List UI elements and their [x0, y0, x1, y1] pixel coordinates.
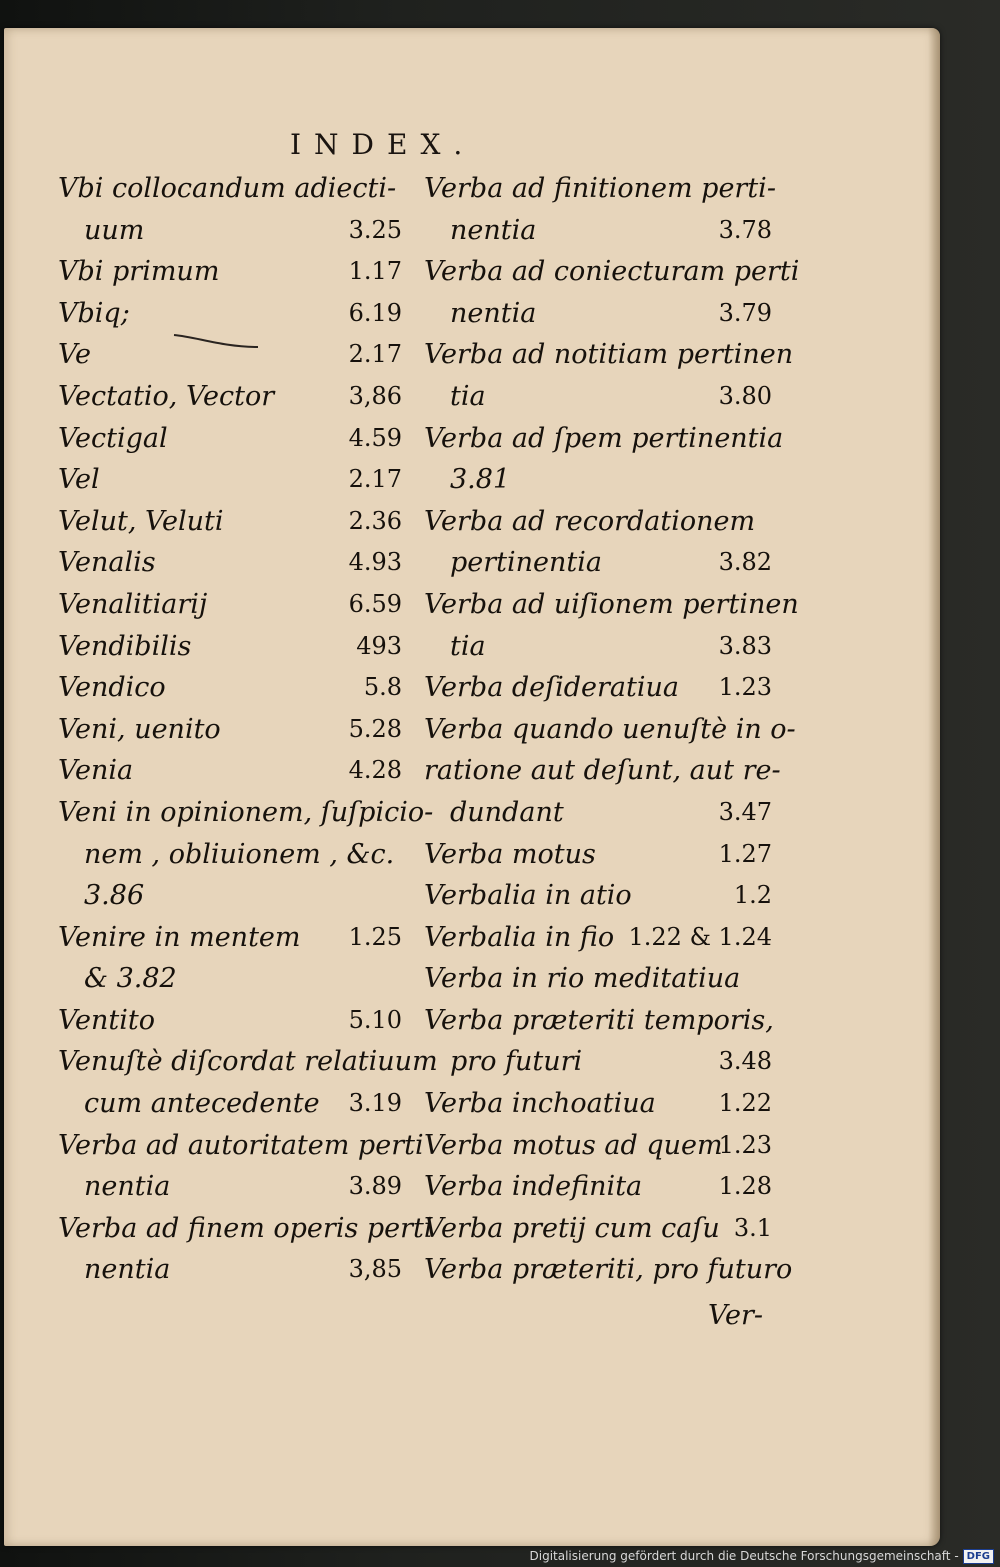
- index-term: Verba ad notitiam pertinen: [424, 339, 794, 371]
- index-entry: [424, 1249, 793, 1291]
- index-page-reference: 3.19: [348, 1089, 402, 1118]
- index-page-reference: 3.89: [348, 1172, 402, 1201]
- index-page-reference: 1.25: [348, 922, 402, 951]
- index-entry: [58, 168, 408, 210]
- index-entry: [424, 875, 784, 917]
- index-term: Venia: [58, 755, 134, 787]
- index-term: Vendibilis: [58, 630, 192, 662]
- index-entry: [58, 917, 408, 959]
- index-term: 3.86: [84, 880, 145, 912]
- index-page-reference: 3.78: [718, 215, 772, 244]
- index-page-reference: 3.79: [718, 298, 772, 327]
- index-term: pertinentia: [450, 547, 602, 579]
- index-term: Ventito: [58, 1004, 155, 1036]
- index-entry: [424, 709, 796, 751]
- index-entry: [58, 1000, 408, 1042]
- index-page-reference: 2.17: [348, 340, 402, 369]
- index-term: nentia: [84, 1171, 171, 1203]
- index-page-reference: 5.28: [348, 714, 402, 743]
- index-term: Verba ad autoritatem perti: [58, 1129, 424, 1161]
- index-term: Verba ad ſpem pertinentia: [424, 422, 784, 454]
- index-entry: [58, 834, 408, 876]
- index-term: Verba motus ad quem: [424, 1129, 723, 1161]
- index-term: Verba ad uiſionem pertinen: [424, 588, 799, 620]
- index-entry: [58, 418, 408, 460]
- index-page-reference: 4.59: [348, 423, 402, 452]
- index-term: Vbi collocandum adiecti-: [58, 173, 397, 204]
- index-term: pro futuri: [450, 1046, 583, 1078]
- index-entry: [424, 1083, 784, 1125]
- index-term: Verba deſideratiua: [424, 672, 679, 704]
- index-entry: [424, 501, 784, 543]
- index-entry: [58, 501, 408, 543]
- index-term: cum antecedente: [84, 1088, 320, 1120]
- index-entry: [424, 792, 784, 834]
- index-term: Venuſtè diſcordat relatiuum: [58, 1046, 438, 1078]
- index-entry: [424, 376, 784, 418]
- index-term: Vendico: [58, 672, 166, 704]
- index-term: Vectatio, Vector: [58, 380, 275, 412]
- index-page-reference: 6.19: [348, 298, 402, 327]
- index-entry: [58, 1249, 408, 1291]
- index-term: nentia: [450, 297, 537, 329]
- index-page-reference: 3.25: [348, 215, 402, 244]
- index-term: Verba in rio meditatiua: [424, 963, 741, 995]
- index-page-reference: 5.10: [348, 1005, 402, 1034]
- index-term: Verba quando uenuſtè in o-: [424, 713, 796, 745]
- index-entry: [58, 709, 408, 751]
- index-term: nem , obliuionem , &c.: [84, 838, 395, 870]
- index-entry: [424, 750, 784, 792]
- index-page-reference: 4.28: [348, 756, 402, 785]
- index-term: nentia: [450, 214, 537, 246]
- index-entry: [424, 917, 784, 959]
- index-term: Venalis: [58, 547, 156, 579]
- digitization-footer: [0, 1545, 1000, 1567]
- index-term: 3.81: [450, 464, 511, 496]
- index-term: Vel: [58, 464, 100, 496]
- index-entry: [424, 251, 800, 293]
- index-entry: [424, 418, 784, 460]
- index-page-reference: 2.36: [348, 506, 402, 535]
- index-term: tia: [450, 630, 486, 662]
- index-entry: [58, 251, 408, 293]
- index-term: dundant: [450, 796, 564, 828]
- index-entry: [58, 1083, 408, 1125]
- index-entry: [424, 210, 784, 252]
- index-page-reference: 4.93: [348, 548, 402, 577]
- index-page-reference: 1.27: [718, 839, 772, 868]
- index-term: Verbalia in atio: [424, 880, 632, 912]
- index-entry: [424, 459, 784, 501]
- index-term: Verbalia in fio: [424, 921, 615, 953]
- index-page-reference: 3.1: [733, 1213, 772, 1242]
- index-term: Verba motus: [424, 838, 596, 870]
- index-page-reference: 2.17: [348, 465, 402, 494]
- index-term: Verba præteriti temporis,: [424, 1004, 774, 1036]
- index-entry: [58, 376, 408, 418]
- index-entry: [424, 958, 784, 1000]
- index-entry: [424, 334, 794, 376]
- index-page-reference: 3,85: [348, 1255, 402, 1284]
- index-term: Veni in opinionem, ſuſpicio-: [58, 796, 434, 828]
- index-term: Ve: [58, 339, 91, 371]
- index-page-reference: 3.83: [718, 631, 772, 660]
- index-term: Vbiq;: [58, 297, 130, 329]
- index-page-reference: 3.48: [718, 1047, 772, 1076]
- index-term: Vectigal: [58, 422, 168, 454]
- index-term: ratione aut deſunt, aut re-: [424, 755, 781, 787]
- index-entry: [58, 958, 408, 1000]
- dfg-logo-icon: DFG: [963, 1549, 994, 1564]
- index-entry: [424, 667, 784, 709]
- index-entry: [58, 542, 408, 584]
- index-term: nentia: [84, 1254, 171, 1286]
- index-term: & 3.82: [84, 963, 177, 995]
- index-entry: [424, 168, 784, 210]
- index-entry: [424, 626, 784, 668]
- index-entry: [58, 1166, 408, 1208]
- index-page-reference: 6.59: [348, 589, 402, 618]
- index-term: Venalitiarij: [58, 588, 208, 620]
- index-entry: [424, 834, 784, 876]
- index-page-reference: 1.23: [718, 673, 772, 702]
- index-page-reference: 5.8: [363, 673, 402, 702]
- index-entry: [58, 667, 408, 709]
- index-page-reference: 1.2: [733, 881, 772, 910]
- book-page: [4, 28, 940, 1546]
- index-entry: [58, 293, 408, 335]
- right-index-column: [424, 168, 800, 1291]
- index-page-reference: 1.17: [348, 257, 402, 286]
- index-page-reference: 3,86: [348, 381, 402, 410]
- index-term: Veni, uenito: [58, 713, 221, 745]
- index-term: Verba ad coniecturam perti: [424, 256, 800, 288]
- index-term: Verba ad recordationem: [424, 505, 756, 537]
- index-entry: [58, 750, 408, 792]
- index-entry: [58, 1125, 424, 1167]
- index-entry: [58, 584, 408, 626]
- index-entry: [58, 1208, 433, 1250]
- index-page-reference: 3.80: [718, 381, 772, 410]
- index-entry: [424, 293, 784, 335]
- index-entry: [58, 626, 408, 668]
- index-entry: [58, 459, 408, 501]
- index-entry: [424, 542, 784, 584]
- index-term: Verba ad finitionem perti-: [424, 173, 776, 204]
- index-entry: [424, 1125, 784, 1167]
- index-entry: [424, 1000, 784, 1042]
- index-term: Verba indefinita: [424, 1171, 643, 1203]
- index-page-reference: 1.22: [718, 1089, 772, 1118]
- index-entry: [58, 334, 408, 376]
- index-entry: [58, 210, 408, 252]
- index-page-reference: 1.23: [718, 1130, 772, 1159]
- index-term: Venire in mentem: [58, 921, 301, 953]
- index-page-reference: 1.22 & 1.24: [628, 922, 772, 951]
- index-page-reference: 1.28: [718, 1172, 772, 1201]
- index-page-reference: 3.82: [718, 548, 772, 577]
- index-entry: [424, 1166, 784, 1208]
- index-entry: [424, 1041, 784, 1083]
- index-entry: [424, 1208, 784, 1250]
- running-head: INDEX.: [290, 128, 476, 161]
- left-index-column: [58, 168, 438, 1291]
- footer-credit-text: Digitalisierung gefördert durch die Deutsche Forschungsgemeinschaft -: [529, 1549, 959, 1563]
- index-page-reference: 3.47: [718, 797, 772, 826]
- index-term: Verba præteriti, pro futuro: [424, 1254, 793, 1286]
- index-term: tia: [450, 380, 486, 412]
- index-term: Verba ad finem operis perti: [58, 1212, 433, 1244]
- index-entry: [58, 875, 408, 917]
- index-page-reference: 493: [356, 631, 402, 660]
- index-entry: [58, 1041, 438, 1083]
- index-term: uum: [84, 214, 145, 246]
- index-term: Velut, Veluti: [58, 505, 224, 537]
- catchword: Ver-: [708, 1300, 764, 1331]
- index-term: Vbi primum: [58, 256, 220, 288]
- index-entry: [424, 584, 799, 626]
- index-term: Verba inchoatiua: [424, 1088, 656, 1120]
- index-entry: [58, 792, 434, 834]
- index-term: Verba pretij cum caſu: [424, 1212, 720, 1244]
